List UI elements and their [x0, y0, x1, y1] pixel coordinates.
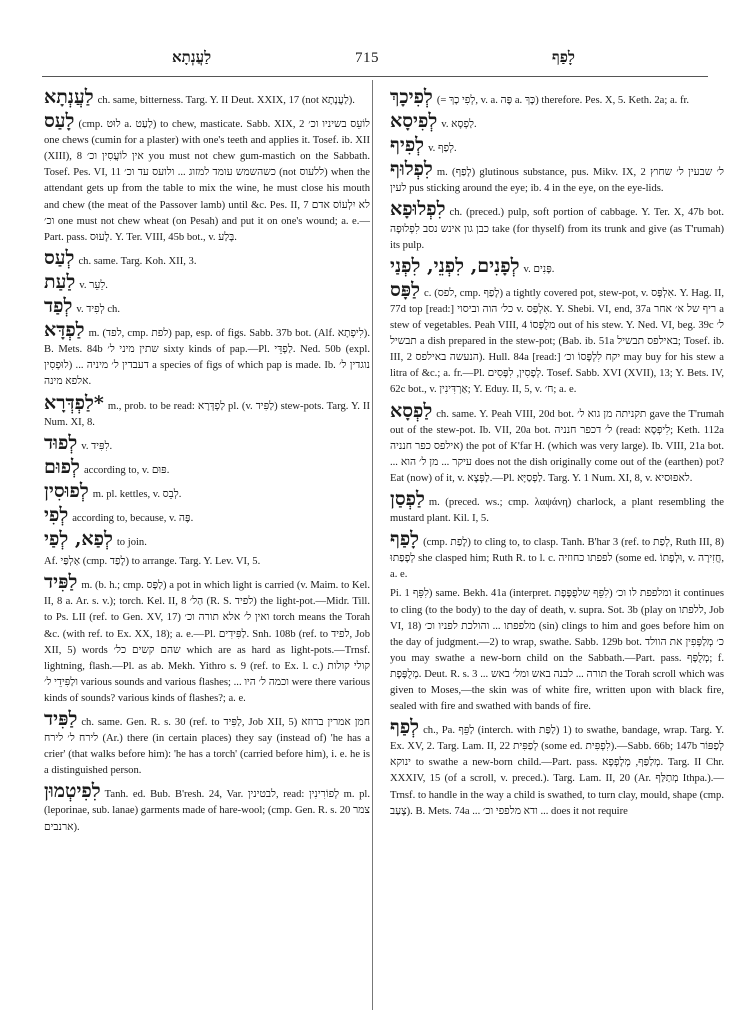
entry-definition: v. לֵעֵר.: [79, 279, 108, 291]
entry-definition: m. (לפד, cmp. לפת) pap, esp. of figs. Sabb. 37b bot. (Alf. לִיפְתָא). B. Mets. 84b שתין מיני ל׳ sixty kinds of pap.—Pl. לַפְדֵּי. Ned. 50b (expl. לוּפְסִין) ... דעבדין ל׳ מיניה a species of figs of which pap is made. Ib. נוגדין ל׳ אלפא מינה.: [44, 328, 370, 388]
entry-definition: ch. same. Gen. R. s. 30 (ref. to לַפִּיד, Job XII, 5) חמן אמרין ברוזא לירח ל׳ לירח (Ar.) there (in certain places) they say (instead of) 'he has a crier' (that walks before him): 'he has a torch' (carried before him), i. e. he is a distinguished person.: [44, 717, 370, 777]
entry-headword: לַפְדָּא: [44, 319, 85, 342]
dictionary-entry: [44, 573, 370, 707]
entry-definition: v. לְפִיד ch.: [76, 304, 120, 316]
dictionary-entry: [44, 530, 370, 551]
entry-definition: v. לְפַף.: [428, 143, 457, 155]
dictionary-entry: [390, 718, 724, 820]
entry-headword: *לַפְדְּרָא: [44, 391, 104, 414]
header-rule: [42, 76, 708, 77]
entry-headword: לְפַד: [44, 295, 73, 318]
dictionary-entry: [390, 586, 724, 715]
entry-headword: לִפְלוּף: [390, 158, 433, 181]
dictionary-entry: [44, 246, 370, 270]
dictionary-entry: [390, 88, 724, 109]
dictionary-entry: [390, 254, 724, 278]
entry-definition: ch. (preced.) pulp, soft portion of cabbage. Y. Ter. X, 47b bot. כבן גון אינש נסב לִפְלוּפָה take (for thyself) from its trunk and give (as T'rumah) its pulp.: [390, 207, 724, 251]
dictionary-entry: [390, 487, 724, 527]
dictionary-entry: [390, 399, 725, 487]
entry-definition: v. לַפְסָא.: [441, 119, 477, 131]
entry-definition: ch., Pa. לַפֵּף (interch. with לַפַּת) 1) to swathe, bandage, wrap. Targ. Y. Ex. XV, 2. Targ. Lam. II, 22 לְפַפִּית (some ed. לִפְפִּית).—Sabb. 66b; 147b לְפַפּוֹר ינוקא to swathe a new-born child.—Part. pass. מְלַפַּף, מְלָפְפָא. Targ. II Chr. XXXIV, 15 (of a scroll, v. preced.). Targ. Lam. II, 20 (Ar. מְתַלַּף Ithpa.).—Trnsf. to handle in the way a child is swathed, to turn clay, mould, shape (cmp. צָעַב). B. Mets. 74a ... ודא מלפפי וכ׳ ... does it not require: [390, 725, 725, 817]
left-column: [44, 88, 370, 839]
entry-headword: לַפִּיד: [44, 571, 78, 594]
entry-definition: c. (לפס, cmp. לָפַף) a tightly covered pot, stew-pot, v. אִלְפָּס. Y. Hag. II, 77d top [read:] כל׳ הוה וביסוי v. אִלְפַּס. Y. Shebi. VI, end, 37a ריף של א׳ אחר a stew of vegetables. Peah VIII, 4 מלֻפָּסוֹ out of his stew. Y. Ned. VI, beg. 39c ל׳ תבשיל a dish prepared in the stew-pot; (Bab. ib. 51a באילפס תבשיל; Tosef. ib. III, 2 הנעשה באילפס). Hull. 84a [read:] יקח לִלְפָּסוֹ וכ׳ may buy for his stew a litra of &c.; a. fr.—Pl. לְפָסִין, לִפָּסִים. Tosef. Sabb. XVI (XVII), 13; Y. Bets. IV, 62c bot., v. אַרְדִּינִין; Y. Eduy. II, 5, v. ח׳; a. e.: [390, 287, 725, 396]
running-head-right: לָפַף: [552, 50, 575, 66]
dictionary-entry: [44, 503, 370, 527]
entry-headword: לַפִּיד: [44, 708, 78, 730]
entry-definition: (cmp. לָפַת) to cling to, to clasp. Tanh. B'har 3 (ref. to לְפַת, Ruth III, 8) לְפָפַתוּ she clasped him; Ruth R. to l. c. לפפתו כחוזיה (some ed. וּלְפָתוֹ, v. חֲזִירָה, a. e.: [390, 537, 724, 581]
entry-definition: Af. אַלְפַּי (cmp. לָפַד) to arrange. Targ. Y. Lev. VI, 5.: [44, 556, 261, 568]
dictionary-entry: [44, 431, 370, 455]
entry-definition: ch. same. Y. Peah VIII, 20d bot. תקניתה מן גוא ל׳ gave the T'rumah out of the stew-pot. Ib. VII, 20a bot. ל׳ דכפר חנניה (read: לִיפְסָא; Keth. 112a אילפס כפר חנניה) the pot of K'far H. (which was very large). Ib. VIII, 21a bot. ... עיקר ... מן ל׳ הוא does not the dish originally come out of the (earthen) pot? Eat (now) of it, v. לַפְּצָא.—Pl. לַפְסַיָּא. Targ. Y. 1 Num. XI, 8, v. לאפוּסיא.: [390, 408, 725, 484]
entry-headword: לְפִיף: [390, 134, 425, 157]
entry-headword: לְפִיכָךְ: [390, 86, 433, 108]
entry-headword: לְפִיסָא: [390, 110, 438, 133]
dictionary-entry: [390, 530, 724, 583]
dictionary-entry: [44, 554, 370, 570]
entry-headword: לְפוּם: [44, 455, 80, 478]
right-column: [390, 88, 724, 823]
dictionary-entry: [390, 200, 724, 253]
entry-definition: v. לִפִּיד.: [81, 440, 113, 452]
entry-headword: לַפָּס: [390, 278, 421, 301]
dictionary-entry: [44, 782, 370, 835]
entry-definition: m., prob. to be read: לַפְדְּרָא pl. (v. לַפִּיד) stew-pots. Targ. Y. II Num. XI, 8.: [44, 400, 370, 428]
entry-headword: לְפַף: [390, 716, 420, 739]
entry-definition: ch. same. Targ. Koh. XII, 3.: [78, 255, 197, 267]
entry-definition: m. (preced. ws.; cmp. λαψάνη) charlock, a plant resembling the mustard plant. Kil. I, 5.: [390, 496, 724, 525]
entry-headword: לִפְלוּפָא: [390, 198, 446, 221]
dictionary-entry: [44, 297, 370, 318]
entry-definition: (= לְפִי כָךְ, v. a. פֶּה a. כָּךְ) therefore. Pes. X, 5. Keth. 2a; a. fr.: [436, 95, 690, 106]
dictionary-entry: [44, 88, 370, 109]
entry-definition: Pi. לִפֵּף 1) same. Bekh. 41a (interpret. לִפֵּף שלפֻפֶּפֶת) ומלפפת לו וכ׳ it continues to cling (to the body) to the day of death, v. supra. Sot. 3b (play on ללפתו, Job VI, 18) מלפפתו ... והולכת לפניו וכ׳ (sin) clings to him and goes before him on the day of judgment.—2) to wrap, swathe. Sabb. 129b bot. כ׳ מְלַפְּפִין את הוולד you may swathe a new-born child on the Sabbath.—Part. pass. מְלֻפָּף; f. מְלֻפֶּפֶת. Deut. R. s. 3 ... תורה ... לבנה באש ומל׳ באש the Torah scroll which was given to Moses,—the skin was of white fire, written upon with black fire, sealed with fire and swathed with bands of fire.: [390, 588, 725, 713]
running-head-left: לַעֲנְתָא: [172, 50, 212, 66]
entry-definition: m. (לָפַף) glutinous substance, pus. Mikv. IX, 2 ל׳ שבעין ל׳ שחוץ לעין pus sticking around the eye; ib. 4 in the eye, on the eye-lids.: [390, 167, 724, 195]
dictionary-entry: [390, 112, 724, 133]
dictionary-entry: [390, 136, 724, 157]
entry-headword: לָעַס: [44, 110, 75, 133]
entry-headword: לַפְסַן: [390, 487, 425, 510]
dictionary-entry: [390, 278, 725, 399]
entry-definition: according to, because, v. פֶּה.: [72, 512, 194, 524]
entry-definition: to join.: [116, 537, 147, 549]
entry-definition: (cmp. לוּט a. לַעַט) to chew, masticate. Sabb. XIX, 2 לוֹעֵס בשיניו וכ׳ one chews (cumin for a plaster) with one's teeth and applies it. Tosef. ib. XII (XIII), 8 אין לוֹעֲסִין וכ׳ you must not chew gum-mastich on the Sabbath. Tosef. Pes. VI, 11 כשהשמש עומד למזוג ... ולועס עד וכ׳ (not ללעוס) when the attendant gets up from the table to mix the wine, he must close his mouth and chew (the meat of the Passover lamb) until &c. Pes. II, 7 לא יִלְעוֹס אדם וכ׳ one must not chew wheat (on Pesah) and put it on one's wound; a. e.— Part. pass. לָעוּס. Y. Ter. VIII, 45b bot., v. בָּלַע.: [44, 119, 370, 243]
dictionary-entry: [44, 270, 370, 294]
entry-headword: לְפוּד: [44, 431, 78, 454]
dictionary-entry: [44, 479, 370, 503]
entry-definition: Tanh. ed. Bub. B'resh. 24, Var. לבטינין, read: לְפוֹרִינִין m. pl. (leporinae, sub. lanae) garments made of hare-wool; (cmp. Gen. R. s. 20 צמר ארנבים).: [44, 789, 370, 833]
entry-definition: ch. same, bitterness. Targ. Y. II Deut. XXIX, 17 (not לַעֲנָתָא).: [97, 95, 355, 106]
entry-headword: לְעַס: [44, 246, 75, 269]
page-number: 715: [355, 50, 379, 66]
dictionary-entry: [44, 321, 370, 390]
entry-definition: v. פָּנִים.: [523, 263, 555, 275]
entry-headword: לְפַא, לְפַי: [44, 528, 113, 551]
entry-headword: לַעַת: [44, 270, 76, 293]
entry-headword: לָפַף: [390, 528, 420, 551]
entry-definition: m. (b. h.; cmp. לַפָּס) a pot in which light is carried (v. Maim. to Kel. II, 8 a. Ar. s. v.); torch. Kel. II, 8 הַל׳ (R. S. לפיד) the light-pot.—Midr. Till. to Ps. LII (ref. to Gen. XV, 17) ואין ל׳ אלא תורה וכ׳ torch means the Torah &c. (with ref. to Ex. XX, 18); a. e.—Pl. לַפִּידִים. Snh. 108b (ref. to לפיד, Job XII, 5) words שהם קשים כל׳ which are as hard as light-pots.—Trnsf. lightning, flash.—Pl. as ab. Mekh. Yithro s. 9 (ref. to Ex. l. c.) קולי קולות ולַפִּידֵי ל׳ various sounds and various flashes; ... וכמה ל׳ היו were there various kinds of sounds? various kinds of flashes?; a. e.: [44, 580, 371, 704]
column-divider: [372, 80, 373, 1010]
dictionary-entry: [44, 455, 370, 479]
entry-headword: לַעֲנְתָא: [44, 86, 94, 108]
entry-headword: לַפְסָא: [390, 399, 433, 422]
dictionary-entry: [390, 160, 724, 197]
entry-headword: לְפָנִים, לִפְנֵי, לִפְנַי: [390, 254, 520, 277]
entry-definition: according to, v. פּוּם.: [83, 464, 170, 476]
dictionary-entry: [44, 710, 370, 779]
entry-headword: לְפִי: [44, 503, 69, 526]
entry-definition: m. pl. kettles, v. לְבֵס.: [92, 488, 182, 500]
entry-headword: לִפִיטְמוּן: [44, 780, 101, 803]
entry-headword: לְפוּסִין: [44, 479, 89, 502]
dictionary-entry: [44, 391, 370, 431]
dictionary-entry: [44, 112, 370, 246]
